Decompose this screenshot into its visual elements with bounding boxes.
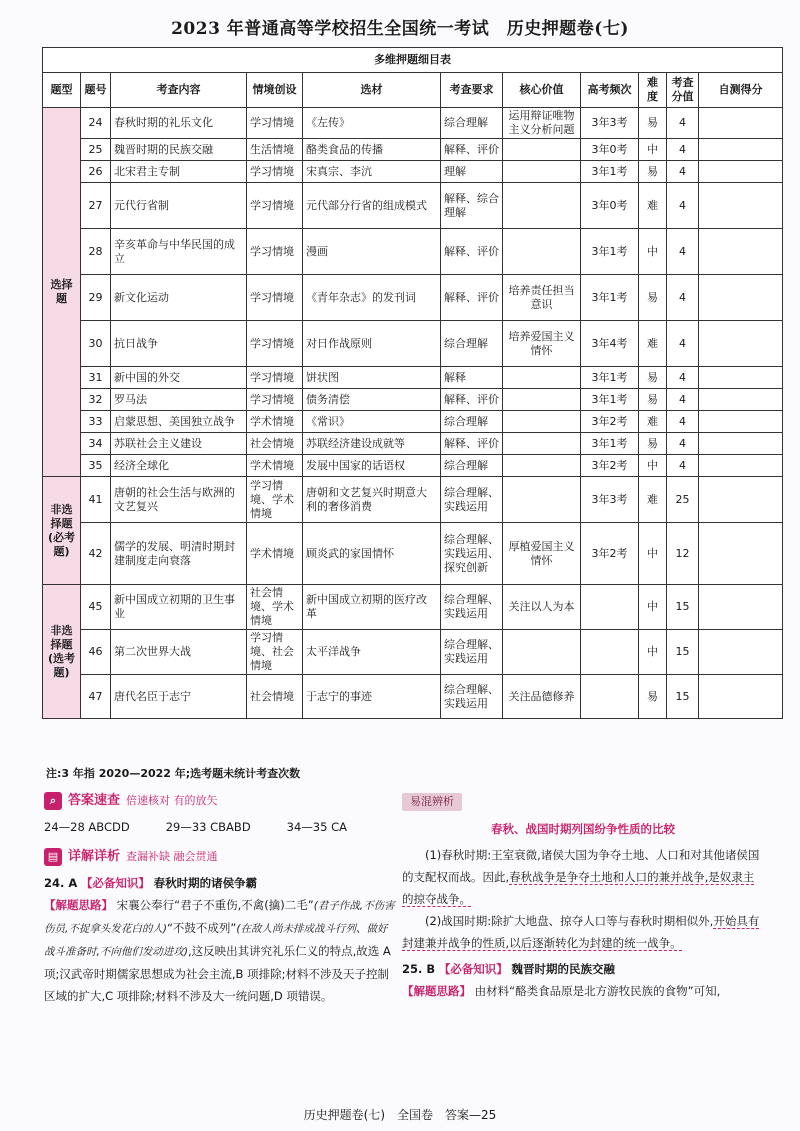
table-cell[interactable] (699, 675, 783, 719)
table-cell: 解释、评价 (441, 433, 503, 455)
table-cell[interactable] (699, 585, 783, 630)
table-cell: 解释、评价 (441, 139, 503, 161)
table-cell: 综合理解 (441, 321, 503, 367)
table-cell: 培养爱国主义情怀 (503, 321, 581, 367)
table-cell: 抗日战争 (111, 321, 247, 367)
table-cell: 发展中国家的话语权 (303, 455, 441, 477)
table-row (43, 455, 783, 477)
table-cell: 解释、评价 (441, 275, 503, 321)
table-cell: 学习情境、社会情境 (247, 630, 303, 675)
exam-detail-table (42, 47, 783, 719)
section-label: 选择题 (43, 108, 81, 477)
table-cell: 29 (81, 275, 111, 321)
table-cell[interactable] (699, 229, 783, 275)
table-cell (503, 433, 581, 455)
table-cell: 元代部分行省的组成模式 (303, 183, 441, 229)
table-cell: 唐朝和文艺复兴时期意大利的奢侈消费 (303, 477, 441, 523)
q24-note: (在敌人尚未排成战斗行列、做好战斗准备时,不向他们发动进攻) (44, 923, 388, 958)
magnifier-icon: ⌕ (44, 792, 62, 810)
table-cell: 3年3考 (581, 477, 639, 523)
table-row (43, 675, 783, 719)
table-cell: 漫画 (303, 229, 441, 275)
table-cell: 第二次世界大战 (111, 630, 247, 675)
table-row (43, 523, 783, 585)
table-cell: 3年0考 (581, 139, 639, 161)
table-cell: 15 (667, 630, 699, 675)
table-row (43, 183, 783, 229)
q25-body (402, 980, 764, 1002)
table-cell[interactable] (699, 389, 783, 411)
column-header: 题型 (43, 73, 81, 108)
table-row (43, 477, 783, 523)
table-cell: 3年1考 (581, 161, 639, 183)
table-cell: 3年2考 (581, 523, 639, 585)
q25-heading (402, 958, 764, 980)
q25-tag: 【必备知识】 (438, 962, 508, 976)
table-cell: 4 (667, 433, 699, 455)
table-cell: 3年1考 (581, 229, 639, 275)
column-header: 自测得分 (699, 73, 783, 108)
table-row (43, 321, 783, 367)
table-cell (581, 630, 639, 675)
q24-topic: 春秋时期的诸侯争霸 (153, 876, 258, 890)
table-cell: 苏联经济建设成就等 (303, 433, 441, 455)
table-cell: 28 (81, 229, 111, 275)
table-cell: 中 (639, 139, 667, 161)
answer-quick-title: 答案速查 (68, 793, 121, 808)
table-cell[interactable] (699, 523, 783, 585)
table-cell: 4 (667, 455, 699, 477)
table-row (43, 389, 783, 411)
table-cell: 易 (639, 675, 667, 719)
table-cell: 25 (81, 139, 111, 161)
q24-text: 宋襄公奉行“君子不重伤,不禽(擒)二毛” (116, 898, 314, 912)
table-cell[interactable] (699, 321, 783, 367)
table-cell: 35 (81, 455, 111, 477)
table-cell: 关注以人为本 (503, 585, 581, 630)
confusion-tag: 易混辨析 (402, 793, 462, 811)
table-cell: 3年2考 (581, 455, 639, 477)
table-cell: 太平洋战争 (303, 630, 441, 675)
table-row (43, 229, 783, 275)
table-cell (503, 389, 581, 411)
table-cell: 于志宁的事迹 (303, 675, 441, 719)
table-cell: 元代行省制 (111, 183, 247, 229)
table-cell: 学习情境 (247, 108, 303, 139)
explain-subtitle: 查漏补缺 融会贯通 (126, 850, 218, 863)
table-cell: 春秋时期的礼乐文化 (111, 108, 247, 139)
table-cell: 酪类食品的传播 (303, 139, 441, 161)
table-cell: 培养责任担当意识 (503, 275, 581, 321)
table-cell: 4 (667, 183, 699, 229)
table-cell: 24 (81, 108, 111, 139)
q24-body (44, 894, 396, 1007)
table-cell: 儒学的发展、明清时期封建制度走向衰落 (111, 523, 247, 585)
table-cell[interactable] (699, 455, 783, 477)
table-cell: 46 (81, 630, 111, 675)
table-cell: 综合理解、实践运用、探究创新 (441, 523, 503, 585)
para-text: (1)春秋时期:王室衰微,诸侯大国为争夺土地、人口和对其他诸侯国的支配权而战。因此, (402, 848, 760, 884)
table-cell: 学习情境 (247, 275, 303, 321)
table-cell: 学习情境 (247, 229, 303, 275)
table-row (43, 411, 783, 433)
table-cell: 苏联社会主义建设 (111, 433, 247, 455)
q24-text: ,这反映出其讲究礼乐仁义的特点,故选 A 项;汉武帝时期儒家思想成为社会主流,B 项排除;材料不涉及天子控制区域的扩大,C 项排除;材料不涉及大一统问题,D 项错误。 (44, 944, 391, 1003)
table-cell: 30 (81, 321, 111, 367)
answer-group: 24—28 ABCDD (44, 820, 130, 834)
explain-header (44, 846, 396, 868)
table-cell: 3年2考 (581, 411, 639, 433)
table-cell: 难 (639, 477, 667, 523)
table-cell: 唐代名臣于志宁 (111, 675, 247, 719)
table-cell: 《青年杂志》的发刊词 (303, 275, 441, 321)
table-cell: 难 (639, 183, 667, 229)
column-header: 题号 (81, 73, 111, 108)
column-header: 考查内容 (111, 73, 247, 108)
table-cell: 解释、综合理解 (441, 183, 503, 229)
column-header: 考查要求 (441, 73, 503, 108)
table-cell: 47 (81, 675, 111, 719)
q24-label: 【解题思路】 (44, 898, 113, 912)
column-header: 考查分值 (667, 73, 699, 108)
table-cell: 综合理解 (441, 411, 503, 433)
section-label: 非选择题(选考题) (43, 585, 81, 719)
column-header: 难度 (639, 73, 667, 108)
table-cell: 生活情境 (247, 139, 303, 161)
q25-topic: 魏晋时期的民族交融 (511, 962, 615, 976)
column-header: 高考频次 (581, 73, 639, 108)
q24-text: “不鼓不成列” (166, 921, 237, 935)
table-cell: 3年1考 (581, 367, 639, 389)
table-cell: 新中国成立初期的医疗改革 (303, 585, 441, 630)
answer-group: 34—35 CA (286, 820, 347, 834)
table-header-row (43, 73, 783, 108)
table-cell: 学习情境 (247, 321, 303, 367)
table-cell: 饼状图 (303, 367, 441, 389)
table-cell: 解释 (441, 367, 503, 389)
answer-list (44, 816, 396, 838)
table-cell: 厚植爱国主义情怀 (503, 523, 581, 585)
column-header: 选材 (303, 73, 441, 108)
table-cell: 27 (81, 183, 111, 229)
table-cell: 3年1考 (581, 389, 639, 411)
table-cell: 社会情境 (247, 433, 303, 455)
table-row (43, 367, 783, 389)
table-cell[interactable] (699, 275, 783, 321)
explain-title: 详解详析 (68, 849, 121, 864)
table-cell: 顾炎武的家国情怀 (303, 523, 441, 585)
para-underlined: 开始具有封建兼并战争的性质,以后逐渐转化为封建的统一战争。 (402, 914, 760, 950)
table-cell: 综合理解、实践运用 (441, 477, 503, 523)
table-cell (581, 585, 639, 630)
table-cell: 易 (639, 389, 667, 411)
table-cell: 综合理解、实践运用 (441, 675, 503, 719)
page-title: 2023 年普通高等学校招生全国统一考试 历史押题卷(七) (171, 19, 629, 39)
table-cell: 易 (639, 367, 667, 389)
table-cell[interactable] (699, 183, 783, 229)
q25-label: 【解题思路】 (402, 984, 471, 998)
table-cell (503, 477, 581, 523)
table-cell[interactable] (699, 367, 783, 389)
table-cell: 4 (667, 321, 699, 367)
table-caption: 多维押题细目表 (43, 48, 783, 73)
table-cell: 《左传》 (303, 108, 441, 139)
table-cell: 3年1考 (581, 433, 639, 455)
table-cell: 综合理解 (441, 455, 503, 477)
table-cell: 4 (667, 139, 699, 161)
table-cell: 3年0考 (581, 183, 639, 229)
table-cell: 25 (667, 477, 699, 523)
table-cell: 新中国成立初期的卫生事业 (111, 585, 247, 630)
table-cell[interactable] (699, 630, 783, 675)
table-cell[interactable] (699, 161, 783, 183)
table-cell: 15 (667, 675, 699, 719)
table-cell (503, 139, 581, 161)
table-cell: 42 (81, 523, 111, 585)
table-cell: 经济全球化 (111, 455, 247, 477)
table-cell: 解释、评价 (441, 229, 503, 275)
table-cell (503, 161, 581, 183)
table-cell: 4 (667, 229, 699, 275)
table-cell: 易 (639, 161, 667, 183)
column-header: 核心价值 (503, 73, 581, 108)
table-cell: 学习情境、学术情境 (247, 477, 303, 523)
table-cell: 启蒙思想、美国独立战争 (111, 411, 247, 433)
table-row (43, 161, 783, 183)
table-cell: 新中国的外交 (111, 367, 247, 389)
left-column (44, 790, 396, 1007)
table-cell: 学术情境 (247, 411, 303, 433)
table-cell: 债务清偿 (303, 389, 441, 411)
table-cell: 4 (667, 275, 699, 321)
table-cell: 中 (639, 630, 667, 675)
table-cell: 易 (639, 275, 667, 321)
table-cell (503, 411, 581, 433)
table-cell: 学习情境 (247, 389, 303, 411)
table-cell: 易 (639, 108, 667, 139)
table-cell: 学术情境 (247, 455, 303, 477)
table-cell: 4 (667, 108, 699, 139)
table-cell (503, 367, 581, 389)
table-cell: 解释、评价 (441, 389, 503, 411)
table-cell: 学习情境 (247, 183, 303, 229)
confusion-para-2 (402, 910, 764, 954)
q24-tag: 【必备知识】 (80, 876, 150, 890)
table-cell: 中 (639, 455, 667, 477)
section-label: 非选择题(必考题) (43, 477, 81, 585)
table-cell: 理解 (441, 161, 503, 183)
table-row (43, 585, 783, 630)
table-cell: 4 (667, 411, 699, 433)
table-cell: 中 (639, 585, 667, 630)
table-cell: 难 (639, 321, 667, 367)
table-cell: 31 (81, 367, 111, 389)
page-footer: 历史押题卷(七) 全国卷 答案—25 (303, 1108, 497, 1122)
table-cell: 关注品德修养 (503, 675, 581, 719)
para-underlined: 春秋战争是争夺土地和人口的兼并战争,是奴隶主的掠夺战争。 (402, 870, 755, 906)
q24-note: (君子作战,不伤害伤员,不捉拿头发花白的人) (44, 900, 395, 935)
confusion-para-1 (402, 844, 764, 910)
table-cell: 罗马法 (111, 389, 247, 411)
table-cell: 魏晋时期的民族交融 (111, 139, 247, 161)
table-cell: 唐朝的社会生活与欧洲的文艺复兴 (111, 477, 247, 523)
table-cell: 33 (81, 411, 111, 433)
para-text: (2)战国时期:除扩大地盘、掠夺人口等与春秋时期相似外, (425, 914, 714, 928)
table-cell (503, 229, 581, 275)
table-cell: 综合理解、实践运用 (441, 585, 503, 630)
table-cell: 3年1考 (581, 275, 639, 321)
table-cell: 15 (667, 585, 699, 630)
table-cell (503, 630, 581, 675)
table-cell: 综合理解、实践运用 (441, 630, 503, 675)
table-cell: 辛亥革命与中华民国的成立 (111, 229, 247, 275)
table-row (43, 433, 783, 455)
right-column (402, 790, 764, 1002)
table-cell: 4 (667, 367, 699, 389)
confusion-title: 春秋、战国时期列国纷争性质的比较 (491, 822, 675, 836)
table-cell: 运用辩证唯物主义分析问题 (503, 108, 581, 139)
table-cell: 中 (639, 523, 667, 585)
table-cell: 3年4考 (581, 321, 639, 367)
q24-heading (44, 872, 396, 894)
table-cell: 32 (81, 389, 111, 411)
table-cell: 学术情境 (247, 523, 303, 585)
table-cell: 4 (667, 389, 699, 411)
table-note: 注:3 年指 2020—2022 年;选考题未统计考查次数 (46, 767, 301, 780)
book-icon: ▤ (44, 848, 62, 866)
table-cell[interactable] (699, 477, 783, 523)
table-cell: 12 (667, 523, 699, 585)
table-cell: 易 (639, 433, 667, 455)
table-cell: 宋真宗、李沆 (303, 161, 441, 183)
table-cell (581, 675, 639, 719)
q25-text: 由材料“酪类食品原是北方游牧民族的食物”可知, (474, 984, 721, 998)
table-body (43, 108, 783, 719)
table-cell: 对日作战原则 (303, 321, 441, 367)
table-cell: 社会情境、学术情境 (247, 585, 303, 630)
table-cell: 26 (81, 161, 111, 183)
table-cell: 34 (81, 433, 111, 455)
table-cell: 学习情境 (247, 161, 303, 183)
table-cell: 中 (639, 229, 667, 275)
answer-group: 29—33 CBABD (165, 820, 251, 834)
table-cell[interactable] (699, 108, 783, 139)
q24-answer: 24. A (44, 876, 78, 890)
table-row (43, 630, 783, 675)
table-row (43, 139, 783, 161)
answer-quick-subtitle: 倍速核对 有的放矢 (126, 794, 218, 807)
table-cell[interactable] (699, 411, 783, 433)
table-cell: 北宋君主专制 (111, 161, 247, 183)
table-row (43, 108, 783, 139)
table-cell: 综合理解 (441, 108, 503, 139)
column-header: 情境创设 (247, 73, 303, 108)
table-cell: 学习情境 (247, 367, 303, 389)
table-cell: 社会情境 (247, 675, 303, 719)
table-cell: 《常识》 (303, 411, 441, 433)
table-cell: 新文化运动 (111, 275, 247, 321)
table-cell: 4 (667, 161, 699, 183)
table-cell[interactable] (699, 433, 783, 455)
table-cell[interactable] (699, 139, 783, 161)
q25-answer: 25. B (402, 962, 436, 976)
table-cell: 45 (81, 585, 111, 630)
table-cell (503, 455, 581, 477)
table-cell: 3年3考 (581, 108, 639, 139)
table-row (43, 275, 783, 321)
answer-quick-header (44, 790, 396, 812)
table-cell: 难 (639, 411, 667, 433)
table-cell: 41 (81, 477, 111, 523)
table-cell (503, 183, 581, 229)
